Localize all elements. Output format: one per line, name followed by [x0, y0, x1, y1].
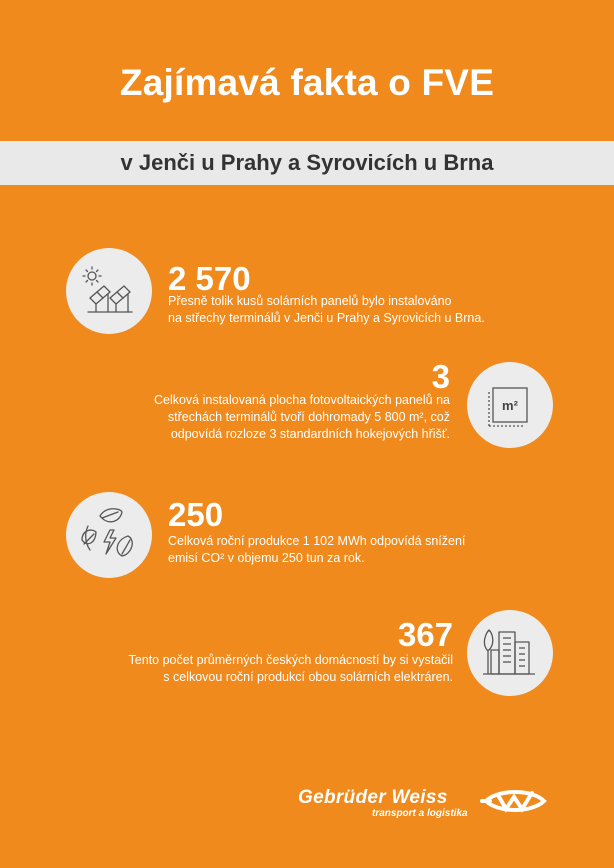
- buildings-icon: [467, 610, 553, 696]
- fact-number-area: 3: [431, 358, 450, 395]
- fact-text-households-line1: Tento počet průměrných českých domácností by si vystačil: [128, 653, 453, 667]
- leaves-energy-icon: [66, 492, 152, 578]
- solar-panels-icon: [66, 248, 152, 334]
- fact-number-households: 367: [397, 616, 453, 653]
- fact-text-panels-line2: na střechy terminálů v Jenči u Prahy a Syrovicích u Brna.: [168, 311, 485, 325]
- fact-text-emissions-line1: Celková roční produkce 1 102 MWh odpovídá snížení: [168, 534, 466, 548]
- gw-logo-icon: [480, 779, 550, 830]
- brand-tagline: transport a logistika: [372, 808, 468, 819]
- fact-text-households-line2: s celkovou roční produkcí obou solárních elektráren.: [163, 670, 453, 684]
- fact-text-area-line2: střechách terminálů tvoří dohromady 5 800 m², což: [167, 410, 450, 424]
- fact-number-emissions: 250: [168, 496, 224, 533]
- area-m2-label: m²: [502, 398, 518, 413]
- fact-text-emissions-line2: emisí CO² v objemu 250 tun za rok.: [168, 551, 365, 565]
- area-m2-icon: [467, 362, 553, 448]
- page-subtitle: v Jenči u Prahy a Syrovicích u Brna: [120, 150, 494, 175]
- page-title: Zajímavá fakta o FVE: [119, 62, 495, 103]
- fact-number-panels: 2 570: [168, 260, 251, 297]
- brand-logo-text: Gebrüder Weiss: [298, 787, 448, 808]
- fact-text-area-line3: odpovídá rozloze 3 standardních hokejových hřišť.: [170, 427, 450, 441]
- fact-text-panels-line1: Přesně tolik kusů solárních panelů bylo instalováno: [168, 294, 452, 308]
- fact-text-area-line1: Celková instalovaná plocha fotovoltaických panelů na: [153, 393, 450, 407]
